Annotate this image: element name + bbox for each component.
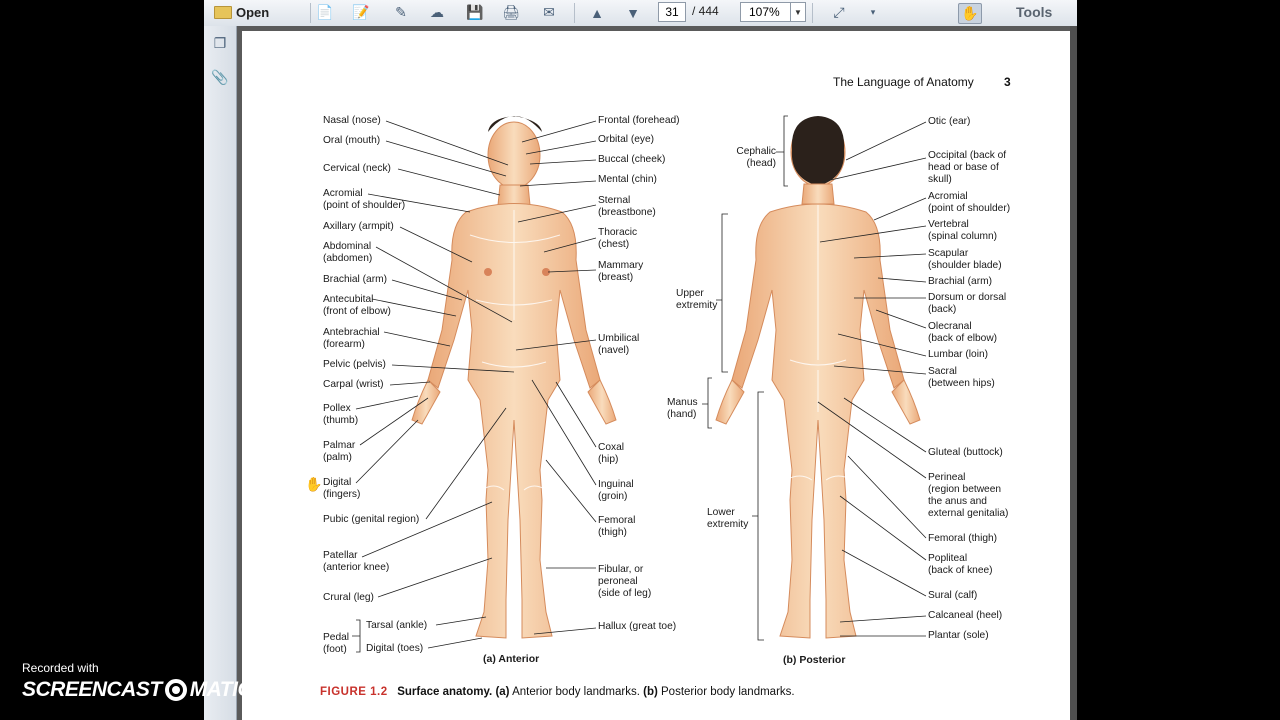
label-gluteal: Gluteal (buttock) (928, 447, 1003, 458)
watermark-recorded-with: Recorded with (22, 661, 99, 675)
label-acromial-posterior: Acromial (point of shoulder) (928, 191, 1011, 214)
label-fibular: Fibular, or peroneal (side of leg) (598, 564, 652, 599)
label-perineal: Perineal (region between the anus and external genitalia) (928, 472, 1009, 519)
running-header-title: The Language of Anatomy (833, 75, 974, 89)
label-pollex: Pollex (thumb) (323, 403, 359, 426)
previous-page-icon[interactable]: ▲ (590, 4, 604, 21)
page-total: / 444 (692, 4, 719, 18)
label-buccal: Buccal (cheek) (598, 154, 666, 165)
caption-title: Surface anatomy. (397, 686, 493, 698)
label-pubic: Pubic (genital region) (323, 514, 420, 525)
label-digital-fingers: Digital (fingers) (323, 477, 361, 500)
label-cephalic: Cephalic (head) (736, 146, 776, 169)
hand-tool-icon[interactable]: ✋ (958, 3, 982, 24)
label-brachial-anterior: Brachial (arm) (323, 274, 387, 285)
print-icon[interactable]: 🖨 (502, 4, 520, 20)
figure-caption (320, 686, 795, 698)
chevron-down-icon[interactable]: ▼ (790, 3, 805, 21)
open-label: Open (236, 5, 270, 20)
create-pdf-icon[interactable]: 📄 (316, 4, 334, 20)
label-cervical: Cervical (neck) (323, 163, 391, 174)
label-palmar: Palmar (palm) (323, 440, 356, 463)
label-inguinal: Inguinal (groin) (598, 479, 634, 502)
label-plantar: Plantar (sole) (928, 630, 989, 641)
pages-icon[interactable]: ❐ (213, 35, 227, 51)
label-antecubital: Antecubital (front of elbow) (323, 294, 391, 317)
label-axillary: Axillary (armpit) (323, 221, 394, 232)
anterior-body-illustration (412, 116, 616, 638)
sign-icon[interactable]: ✎ (395, 4, 407, 20)
record-icon (165, 679, 187, 701)
label-nasal: Nasal (nose) (323, 115, 381, 126)
label-femoral-posterior: Femoral (thigh) (928, 533, 998, 544)
watermark-brand-right: MATIC (189, 678, 253, 701)
label-olecranal: Olecranal (back of elbow) (928, 321, 998, 344)
label-scapular: Scapular (shoulder blade) (928, 248, 1002, 271)
running-header-page-number: 3 (1004, 75, 1011, 89)
figure-number: FIGURE 1.2 (320, 686, 388, 698)
label-calcaneal: Calcaneal (heel) (928, 610, 1003, 621)
fit-page-icon[interactable]: ⤢ (833, 4, 845, 20)
caption-b-mark: (b) (643, 686, 658, 698)
label-sacral: Sacral (between hips) (928, 366, 995, 389)
label-occipital: Occipital (back of head or base of skull) (928, 150, 1007, 185)
zoom-value: 107% (749, 5, 780, 19)
label-acromial-anterior: Acromial (point of shoulder) (323, 188, 406, 211)
label-umbilical: Umbilical (navel) (598, 333, 640, 356)
label-mammary: Mammary (breast) (598, 260, 644, 283)
label-frontal: Frontal (forehead) (598, 115, 680, 126)
tools-button[interactable]: Tools (1016, 4, 1053, 20)
attachment-icon[interactable]: 📎 (211, 69, 229, 85)
label-carpal: Carpal (wrist) (323, 379, 384, 390)
label-patellar: Patellar (anterior knee) (323, 550, 390, 573)
label-lumbar: Lumbar (loin) (928, 349, 989, 360)
label-antebrachial: Antebrachial (forearm) (323, 327, 380, 350)
edit-pdf-icon[interactable]: 📝 (352, 4, 370, 20)
label-manus: Manus (hand) (667, 397, 698, 420)
upload-cloud-icon[interactable]: ☁ (430, 4, 444, 20)
caption-a-mark: (a) (495, 686, 510, 698)
pedal-bracket (352, 620, 360, 652)
anterior-nipple-left (484, 268, 492, 276)
label-pedal: Pedal (foot) (323, 632, 350, 655)
label-lower-extremity: Lower extremity (707, 507, 749, 530)
label-brachial-posterior: Brachial (arm) (928, 276, 992, 287)
label-sternal: Sternal (breastbone) (598, 195, 656, 218)
save-icon[interactable]: 💾 (466, 4, 484, 20)
caption-b-text: Posterior body landmarks. (661, 686, 795, 698)
caption-a-text: Anterior body landmarks. (512, 686, 640, 698)
watermark-brand-left: SCREENCAST (22, 678, 162, 701)
label-coxal: Coxal (hip) (598, 442, 625, 465)
screencast-o-matic-logo (22, 678, 252, 702)
label-upper-extremity: Upper extremity (676, 288, 718, 311)
subcaption-anterior: (a) Anterior (483, 653, 540, 665)
page-number-input[interactable]: 31 (658, 2, 686, 22)
label-pelvic: Pelvic (pelvis) (323, 359, 386, 370)
label-crural: Crural (leg) (323, 592, 374, 603)
label-vertebral: Vertebral (spinal column) (928, 219, 998, 242)
hand-cursor-icon: ✋ (305, 476, 323, 492)
label-femoral-anterior: Femoral (thigh) (598, 515, 636, 538)
label-hallux: Hallux (great toe) (598, 621, 677, 632)
toolbar-options-icon[interactable]: ▾ (870, 7, 876, 17)
email-icon[interactable]: ✉ (543, 4, 555, 20)
label-oral: Oral (mouth) (323, 135, 381, 146)
label-sural: Sural (calf) (928, 590, 978, 601)
label-popliteal: Popliteal (back of knee) (928, 553, 993, 576)
label-otic: Otic (ear) (928, 116, 971, 127)
label-tarsal: Tarsal (ankle) (366, 620, 428, 631)
label-mental: Mental (chin) (598, 174, 657, 185)
next-page-icon[interactable]: ▼ (626, 4, 640, 21)
subcaption-posterior: (b) Posterior (783, 654, 846, 666)
label-dorsum: Dorsum or dorsal (back) (928, 292, 1007, 315)
label-thoracic: Thoracic (chest) (598, 227, 638, 250)
label-digital-toes: Digital (toes) (366, 643, 424, 654)
label-orbital: Orbital (eye) (598, 134, 655, 145)
label-abdominal: Abdominal (abdomen) (323, 241, 373, 264)
